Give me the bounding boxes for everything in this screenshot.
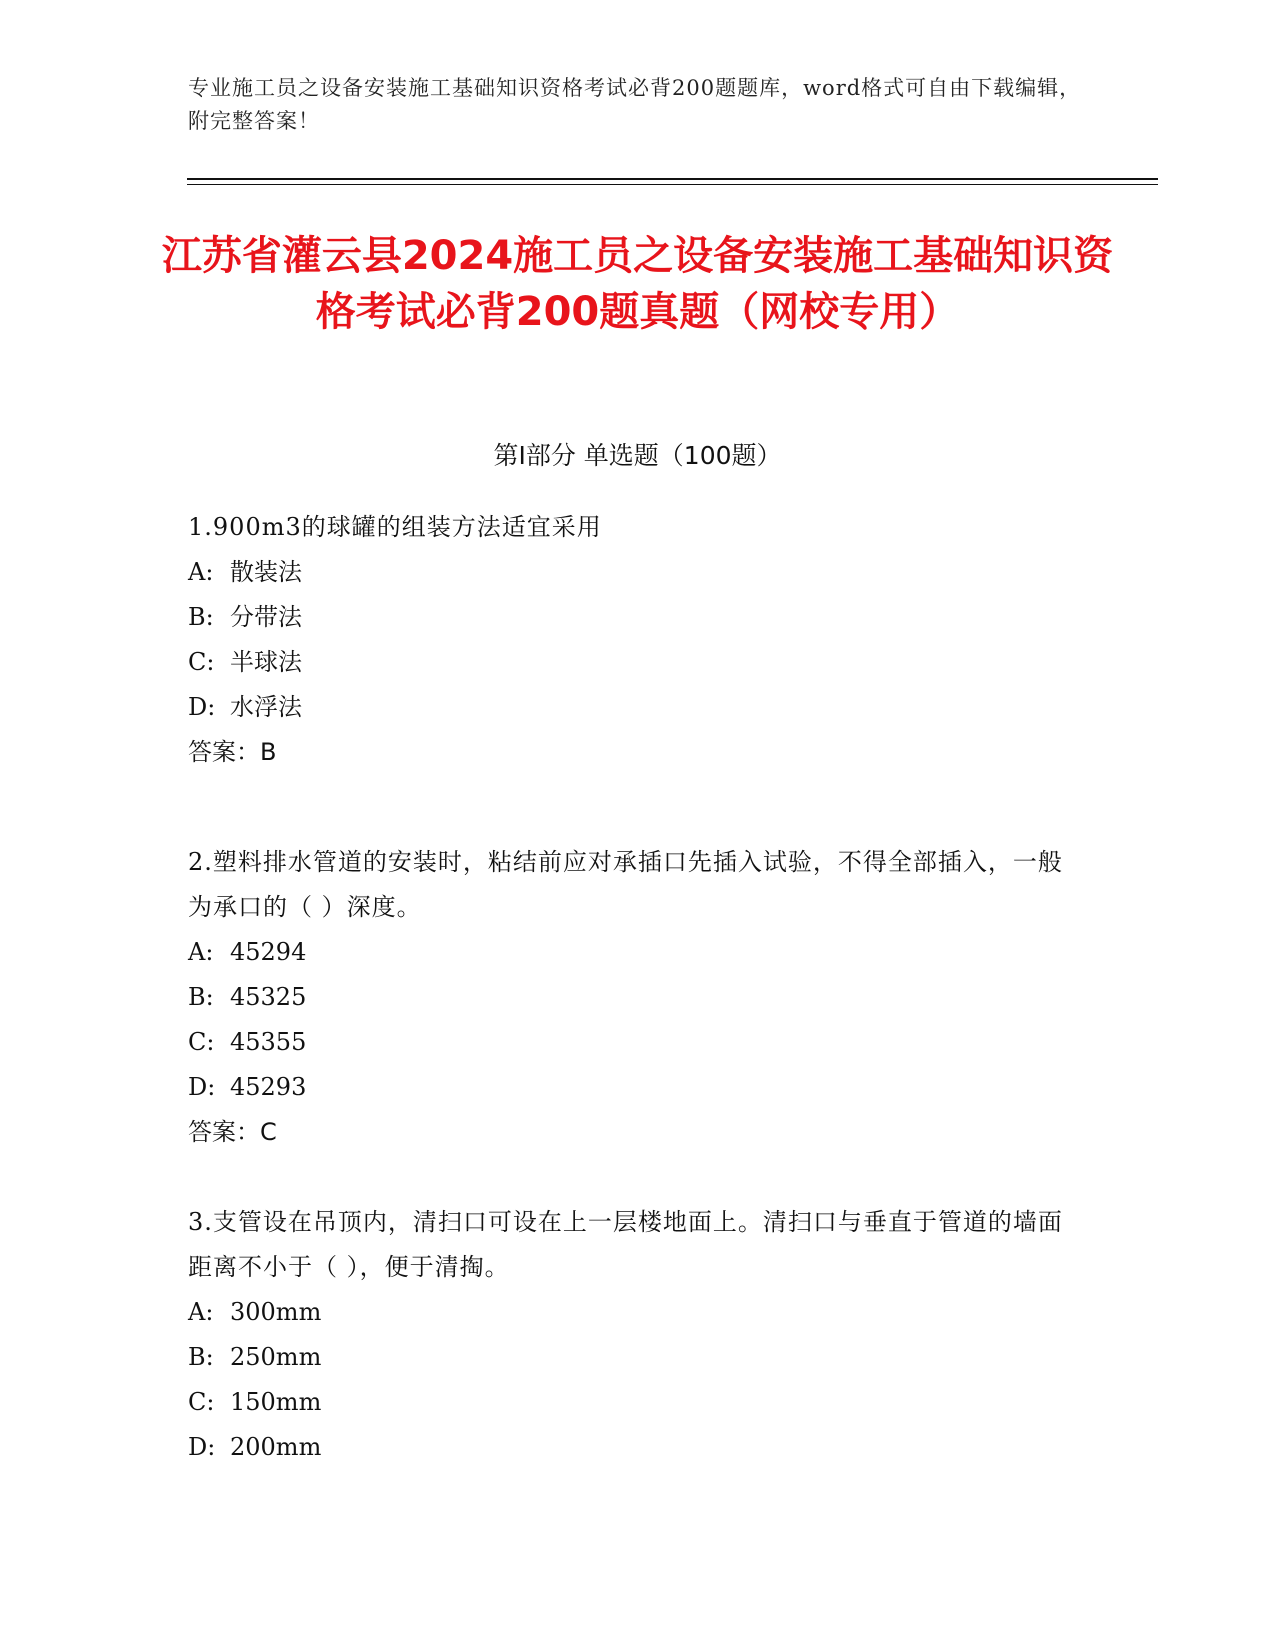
option-text: 45355 [230, 1028, 307, 1056]
question-3 [188, 1200, 1068, 1470]
question-stem: 2.塑料排水管道的安装时，粘结前应对承插口先插入试验，不得全部插入，一般为承口的（ ）深度。 [188, 848, 1063, 921]
option-letter: A: [188, 1298, 214, 1326]
option-b [188, 975, 1068, 1020]
header-divider-thick [187, 178, 1158, 180]
option-text: 水浮法 [230, 693, 302, 721]
option-letter: B: [188, 983, 214, 1011]
question-2 [188, 840, 1068, 1155]
option-text: 散装法 [230, 558, 302, 586]
option-text: 150mm [230, 1388, 322, 1416]
option-letter: B: [188, 603, 214, 631]
option-text: 45294 [230, 938, 307, 966]
option-text: 300mm [230, 1298, 322, 1326]
option-text: 45293 [230, 1073, 307, 1101]
answer-line: 答案：C [188, 1118, 277, 1146]
option-b [188, 595, 1068, 640]
option-c [188, 1020, 1068, 1065]
option-text: 200mm [230, 1433, 322, 1461]
option-letter: D: [188, 1433, 216, 1461]
option-letter: C: [188, 648, 215, 676]
question-stem: 3.支管设在吊顶内，清扫口可设在上一层楼地面上。清扫口与垂直于管道的墙面距离不小于（ ），便于清掏。 [188, 1208, 1063, 1281]
option-a [188, 930, 1068, 975]
section-heading: 第I部分 单选题（100题） [493, 441, 782, 470]
option-d [188, 685, 1068, 730]
document-title: 江苏省灌云县2024施工员之设备安装施工基础知识资格考试必背200题真题（网校专用） [161, 233, 1114, 335]
option-c [188, 1380, 1068, 1425]
header-note: 专业施工员之设备安装施工基础知识资格考试必背200题题库，word格式可自由下载编辑，附完整答案！ [188, 76, 1082, 133]
option-text: 分带法 [230, 603, 302, 631]
header-divider-thin [187, 184, 1158, 185]
option-letter: A: [188, 558, 214, 586]
option-letter: D: [188, 1073, 216, 1101]
option-a [188, 550, 1068, 595]
option-letter: D: [188, 693, 216, 721]
option-a [188, 1290, 1068, 1335]
option-b [188, 1335, 1068, 1380]
option-d [188, 1425, 1068, 1470]
option-c [188, 640, 1068, 685]
option-text: 45325 [230, 983, 307, 1011]
option-letter: B: [188, 1343, 214, 1371]
option-d [188, 1065, 1068, 1110]
answer-line: 答案：B [188, 738, 277, 766]
option-letter: C: [188, 1388, 215, 1416]
question-1 [188, 505, 1068, 775]
option-letter: C: [188, 1028, 215, 1056]
question-stem: 1.900m3的球罐的组装方法适宜采用 [188, 513, 602, 541]
option-text: 半球法 [230, 648, 302, 676]
option-letter: A: [188, 938, 214, 966]
option-text: 250mm [230, 1343, 322, 1371]
